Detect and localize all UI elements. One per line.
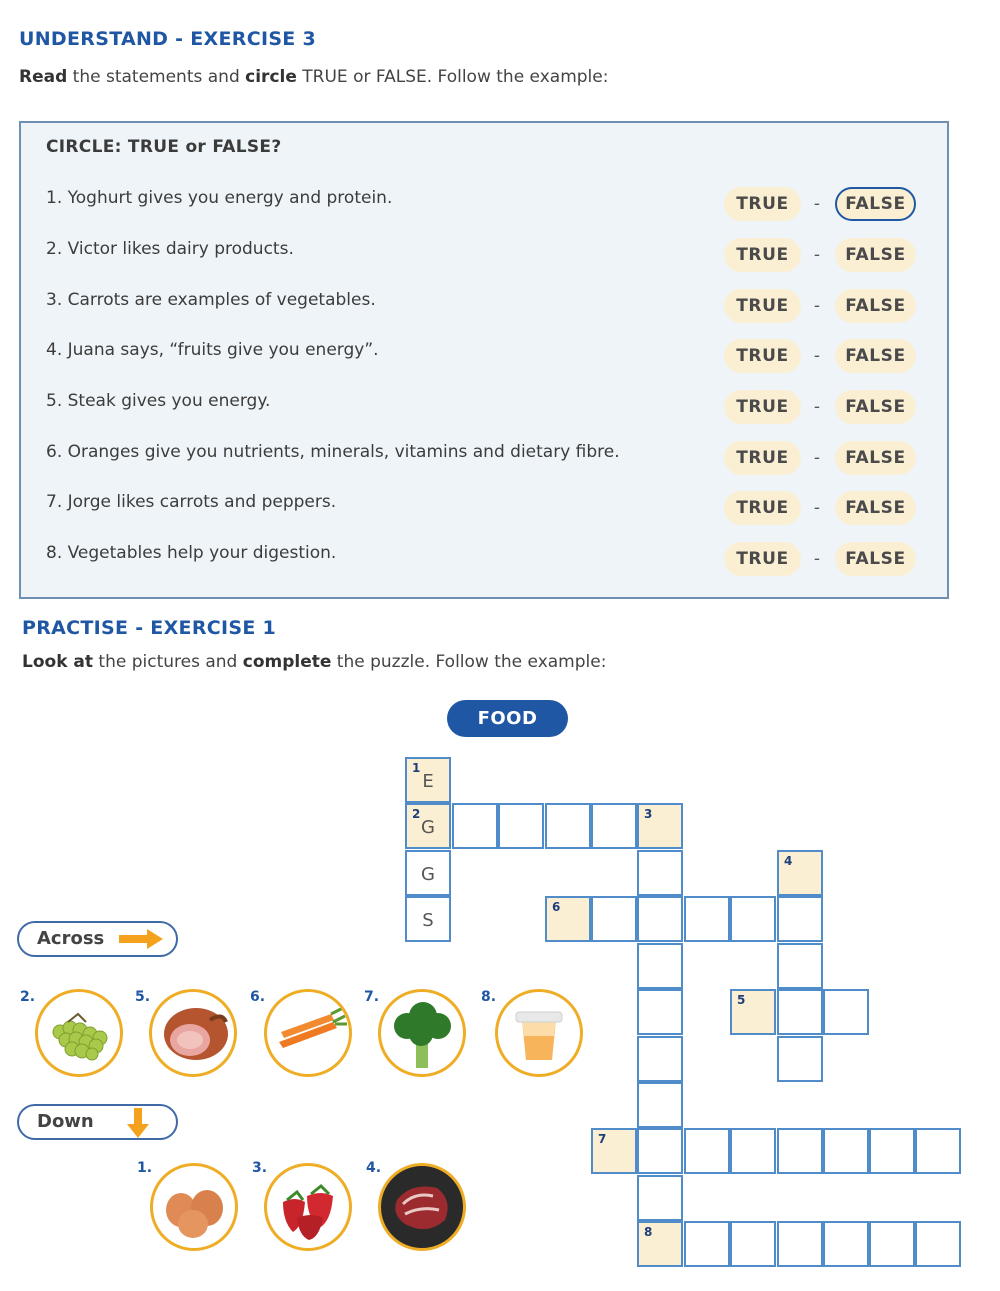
crossword-cell[interactable]	[823, 989, 869, 1035]
crossword-cell[interactable]	[637, 1036, 683, 1082]
arrow-right-icon	[119, 929, 163, 949]
clue-number: 4	[784, 854, 793, 868]
strawberries-icon	[264, 1163, 352, 1251]
true-option[interactable]: TRUE	[724, 187, 801, 221]
separator: -	[813, 448, 821, 468]
clue-number: 7	[598, 1132, 607, 1146]
false-option[interactable]: FALSE	[835, 441, 916, 475]
crossword-cell[interactable]	[777, 1128, 823, 1174]
false-option[interactable]: FALSE	[835, 390, 916, 424]
true-option[interactable]: TRUE	[724, 542, 801, 576]
clue-number: 3	[644, 807, 653, 821]
crossword-cell[interactable]	[452, 803, 498, 849]
down-num: 4.	[366, 1160, 382, 1176]
crossword-cell[interactable]	[730, 1221, 776, 1267]
across-num: 5.	[135, 989, 151, 1005]
practise-1-heading: PRACTISE - EXERCISE 1	[22, 617, 277, 639]
crossword-cell[interactable]	[777, 989, 823, 1035]
cell-letter: S	[422, 910, 434, 931]
crossword-cell[interactable]	[915, 1128, 961, 1174]
statement: 7. Jorge likes carrots and peppers.	[46, 492, 337, 512]
true-option[interactable]: TRUE	[724, 390, 801, 424]
true-option[interactable]: TRUE	[724, 491, 801, 525]
crossword-cell[interactable]	[591, 896, 637, 942]
crossword-cell[interactable]	[637, 1082, 683, 1128]
food-badge: FOOD	[447, 700, 568, 737]
crossword-cell[interactable]	[684, 896, 730, 942]
down-label	[17, 1104, 178, 1140]
separator: -	[813, 245, 821, 265]
crossword-cell[interactable]	[637, 989, 683, 1035]
carrots-icon	[264, 989, 352, 1077]
statement: 4. Juana says, “fruits give you energy”.	[46, 340, 379, 360]
instr-text: the pictures and	[93, 652, 243, 672]
instr-bold-look: Look at	[22, 652, 94, 672]
crossword-cell[interactable]	[405, 803, 451, 849]
instr-text: the puzzle. Follow the example:	[331, 652, 607, 672]
statement: 3. Carrots are examples of vegetables.	[46, 290, 376, 310]
separator: -	[813, 498, 821, 518]
down-label-text: Down	[37, 1111, 94, 1132]
false-option[interactable]: FALSE	[835, 542, 916, 576]
crossword-cell[interactable]	[405, 757, 451, 803]
statement: 5. Steak gives you energy.	[46, 391, 271, 411]
crossword-cell[interactable]	[684, 1128, 730, 1174]
crossword-cell[interactable]	[637, 896, 683, 942]
steak-icon	[378, 1163, 466, 1251]
statement: 2. Victor likes dairy products.	[46, 239, 294, 259]
separator: -	[813, 194, 821, 214]
statement: 8. Vegetables help your digestion.	[46, 543, 337, 563]
clue-number: 6	[552, 900, 561, 914]
eggs-icon	[150, 1163, 238, 1251]
true-option[interactable]: TRUE	[724, 441, 801, 475]
separator: -	[813, 346, 821, 366]
clue-number: 8	[644, 1225, 653, 1239]
crossword-cell[interactable]	[730, 989, 776, 1035]
false-option[interactable]: FALSE	[835, 491, 916, 525]
crossword-cell[interactable]	[777, 943, 823, 989]
instr-bold-complete: complete	[242, 652, 332, 672]
yoghurt-icon	[495, 989, 583, 1077]
crossword-cell[interactable]	[545, 896, 591, 942]
across-label	[17, 921, 178, 957]
statement: 6. Oranges give you nutrients, minerals, vitamins and dietary fibre.	[46, 442, 620, 462]
down-num: 3.	[252, 1160, 268, 1176]
separator: -	[813, 549, 821, 569]
grapes-icon	[35, 989, 123, 1077]
broccoli-icon	[378, 989, 466, 1077]
crossword-cell[interactable]	[637, 1175, 683, 1221]
across-num: 6.	[250, 989, 266, 1005]
false-option[interactable]: FALSE	[835, 289, 916, 323]
false-option-circled[interactable]: FALSE	[835, 187, 916, 221]
separator: -	[813, 296, 821, 316]
cell-letter: G	[421, 864, 435, 885]
crossword-cell[interactable]	[591, 803, 637, 849]
across-num: 2.	[20, 989, 36, 1005]
crossword-cell[interactable]	[823, 1128, 869, 1174]
crossword-cell[interactable]	[637, 1128, 683, 1174]
crossword-cell[interactable]	[730, 1128, 776, 1174]
crossword-cell[interactable]	[777, 1036, 823, 1082]
true-option[interactable]: TRUE	[724, 339, 801, 373]
instr-bold-read: Read	[19, 67, 68, 87]
crossword-cell[interactable]	[591, 1128, 637, 1174]
instr-bold-circle: circle	[245, 67, 297, 87]
crossword-cell[interactable]	[777, 1221, 823, 1267]
false-option[interactable]: FALSE	[835, 339, 916, 373]
false-option[interactable]: FALSE	[835, 238, 916, 272]
cell-letter: E	[422, 771, 434, 792]
crossword-cell[interactable]	[777, 850, 823, 896]
across-num: 7.	[364, 989, 380, 1005]
clue-number: 2	[412, 807, 421, 821]
across-label-text: Across	[37, 928, 105, 949]
clue-number: 5	[737, 993, 746, 1007]
instr-text: the statements and	[67, 67, 246, 87]
exercise-3-heading: UNDERSTAND - EXERCISE 3	[19, 28, 317, 50]
clue-number: 1	[412, 761, 421, 775]
crossword-cell[interactable]	[498, 803, 544, 849]
statement: 1. Yoghurt gives you energy and protein.	[46, 188, 393, 208]
crossword-cell[interactable]	[730, 896, 776, 942]
crossword-cell[interactable]	[405, 896, 451, 942]
crossword-cell[interactable]	[823, 1221, 869, 1267]
instr-text: TRUE or FALSE. Follow the example:	[296, 67, 609, 87]
crossword-cell[interactable]	[637, 803, 683, 849]
crossword-cell[interactable]	[637, 943, 683, 989]
separator: -	[813, 397, 821, 417]
exercise-3-instructions	[19, 67, 608, 87]
crossword-cell[interactable]	[637, 1221, 683, 1267]
practise-1-instructions	[22, 652, 606, 672]
cell-letter: G	[421, 817, 435, 838]
crossword-cell[interactable]	[545, 803, 591, 849]
crossword-cell[interactable]	[869, 1221, 915, 1267]
true-option[interactable]: TRUE	[724, 289, 801, 323]
crossword-cell[interactable]	[777, 896, 823, 942]
down-num: 1.	[137, 1160, 153, 1176]
crossword-cell[interactable]	[915, 1221, 961, 1267]
true-option[interactable]: TRUE	[724, 238, 801, 272]
arrow-down-icon	[127, 1108, 149, 1138]
ham-icon	[149, 989, 237, 1077]
crossword-cell[interactable]	[405, 850, 451, 896]
across-num: 8.	[481, 989, 497, 1005]
crossword-cell[interactable]	[869, 1128, 915, 1174]
crossword-cell[interactable]	[684, 1221, 730, 1267]
crossword-cell[interactable]	[637, 850, 683, 896]
panel-title: CIRCLE: TRUE or FALSE?	[46, 137, 282, 157]
